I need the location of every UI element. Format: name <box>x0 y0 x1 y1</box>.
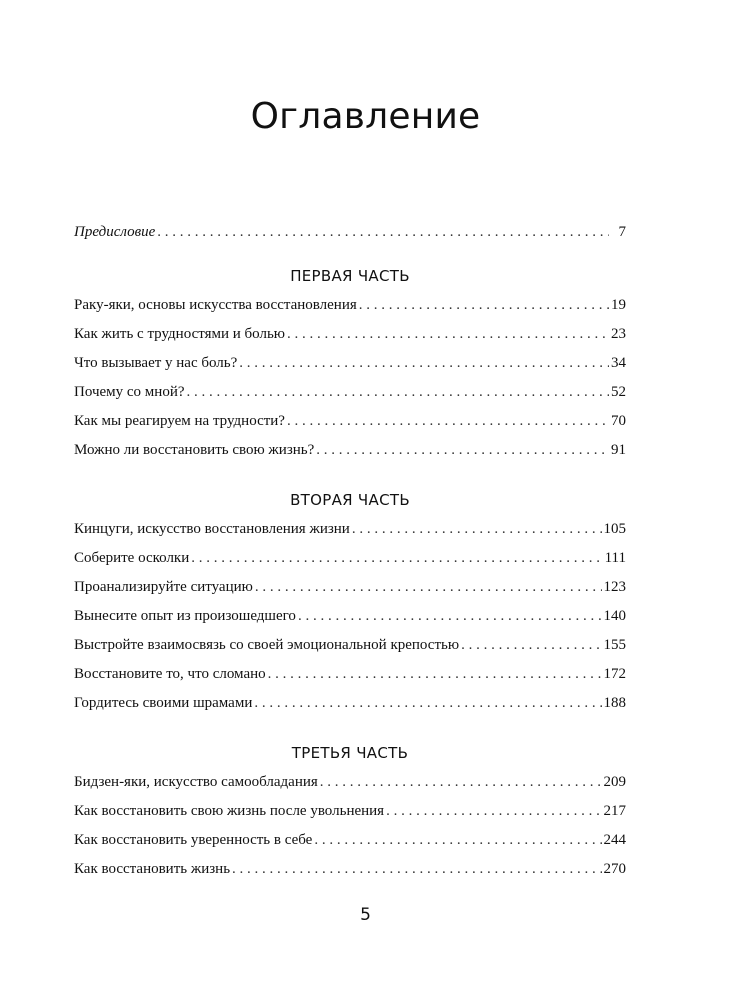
toc-entry-page: 34 <box>611 355 626 371</box>
toc-entry <box>74 631 626 660</box>
dot-leader <box>320 768 602 797</box>
toc-entry-label: Как мы реагируем на трудности? <box>74 413 285 429</box>
toc-entry-label: Как восстановить свою жизнь после увольнения <box>74 803 385 819</box>
toc-entry-label: Проанализируйте ситуацию <box>74 579 253 595</box>
dot-leader <box>255 573 602 602</box>
toc-entry <box>74 855 626 884</box>
toc-entry <box>74 573 626 602</box>
toc-entry-page: 91 <box>611 442 626 458</box>
toc-entry-page: 19 <box>611 297 626 313</box>
toc-entry-page: 111 <box>604 550 626 566</box>
dot-leader <box>232 855 601 884</box>
dot-leader <box>191 544 602 573</box>
toc-entry <box>74 602 626 631</box>
toc-entry-label: Как восстановить уверенность в себе <box>74 832 313 848</box>
toc-entry-label: Кинцуги, искусство восстановления жизни <box>74 521 350 537</box>
toc-entry-label: Вынесите опыт из произошедшего <box>74 608 296 624</box>
dot-leader <box>287 320 609 349</box>
dot-leader <box>254 689 601 718</box>
toc-entry-page: 140 <box>603 608 626 624</box>
dot-leader <box>187 378 609 407</box>
toc-entry <box>74 797 626 826</box>
page-number: 5 <box>360 905 371 925</box>
toc-entry <box>74 407 626 436</box>
toc-entry-page: 70 <box>611 413 626 429</box>
toc-entry-page: 52 <box>611 384 626 400</box>
part-heading: ТРЕТЬЯ ЧАСТЬ <box>291 744 409 762</box>
toc-entry-page: 105 <box>603 521 626 537</box>
toc-entry-label: Можно ли восстановить свою жизнь? <box>74 442 315 458</box>
toc-entry-page: 270 <box>603 861 626 877</box>
part-heading: ВТОРАЯ ЧАСТЬ <box>290 491 410 509</box>
toc-entry <box>74 515 626 544</box>
toc-entry-page: 188 <box>603 695 626 711</box>
dot-leader <box>359 291 609 320</box>
toc-entry-label: Соберите осколки <box>74 550 190 566</box>
toc-entry-label: Как восстановить жизнь <box>74 861 231 877</box>
toc-entry <box>74 826 626 855</box>
part-heading: ПЕРВАЯ ЧАСТЬ <box>290 267 410 285</box>
toc-entry-page: 244 <box>603 832 626 848</box>
toc-entry-label: Раку-яки, основы искусства восстановления <box>74 297 357 313</box>
toc-entry <box>74 544 626 573</box>
dot-leader <box>352 515 602 544</box>
toc-entry <box>74 291 626 320</box>
toc-entry <box>74 320 626 349</box>
toc-entry-label: Как жить с трудностями и болью <box>74 326 286 342</box>
toc-entry <box>74 436 626 465</box>
toc-entry-label: Что вызывает у нас боль? <box>74 355 238 371</box>
toc-entry-label: Выстройте взаимосвязь со своей эмоциональной крепостью <box>74 637 460 653</box>
toc-entry-page: 123 <box>603 579 626 595</box>
dot-leader <box>298 602 602 631</box>
toc-entry-page: 23 <box>611 326 626 342</box>
toc-entry <box>74 768 626 797</box>
toc-entry-page: 217 <box>603 803 626 819</box>
toc-entry <box>74 689 626 718</box>
toc-entry-page: 209 <box>603 774 626 790</box>
toc-entry-label: Гордитесь своими шрамами <box>74 695 253 711</box>
dot-leader <box>386 797 601 826</box>
toc-entry-page: 7 <box>618 224 626 240</box>
toc-entry <box>74 660 626 689</box>
table-of-contents <box>74 218 626 884</box>
toc-entry-page: 155 <box>603 637 626 653</box>
dot-leader <box>268 660 602 689</box>
dot-leader <box>157 218 608 247</box>
dot-leader <box>239 349 609 378</box>
page-title: Оглавление <box>250 96 481 137</box>
toc-entry-preface <box>74 218 626 247</box>
toc-entry <box>74 378 626 407</box>
toc-entry-label: Восстановите то, что сломано <box>74 666 266 682</box>
toc-entry-label: Предисловие <box>74 224 156 240</box>
toc-entry-label: Бидзен-яки, искусство самообладания <box>74 774 318 790</box>
dot-leader <box>287 407 609 436</box>
dot-leader <box>314 826 601 855</box>
dot-leader <box>316 436 609 465</box>
dot-leader <box>461 631 601 660</box>
toc-entry-label: Почему со мной? <box>74 384 185 400</box>
toc-entry-page: 172 <box>603 666 626 682</box>
toc-entry <box>74 349 626 378</box>
